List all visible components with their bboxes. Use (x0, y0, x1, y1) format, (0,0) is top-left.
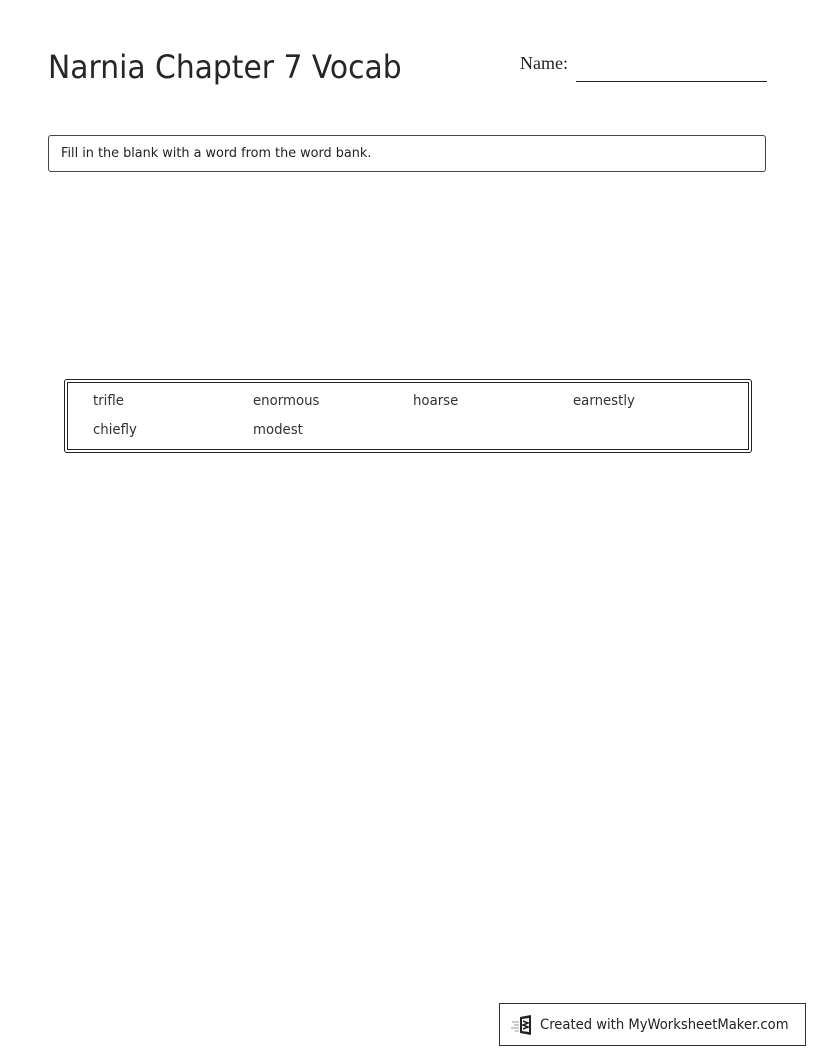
word-bank (64, 379, 752, 453)
footer-credit-box[interactable] (499, 1003, 806, 1046)
instructions-box (48, 135, 766, 172)
page-title: Narnia Chapter 7 Vocab (48, 48, 402, 86)
instructions-text: Fill in the blank with a word from the word bank. (61, 145, 372, 161)
word-bank-item: earnestly (573, 393, 635, 409)
word-bank-item: enormous (253, 393, 320, 409)
name-blank-line (576, 81, 767, 82)
word-bank-item: hoarse (413, 393, 459, 409)
word-bank-item: trifle (93, 393, 124, 409)
name-label: Name: (520, 53, 568, 73)
footer-credit-text[interactable]: Created with MyWorksheetMaker.com (540, 1016, 789, 1033)
name-field (520, 53, 767, 74)
word-bank-item: modest (253, 422, 303, 438)
word-bank-item: chiefly (93, 422, 137, 438)
myworksheetmaker-logo-icon (511, 1014, 535, 1036)
